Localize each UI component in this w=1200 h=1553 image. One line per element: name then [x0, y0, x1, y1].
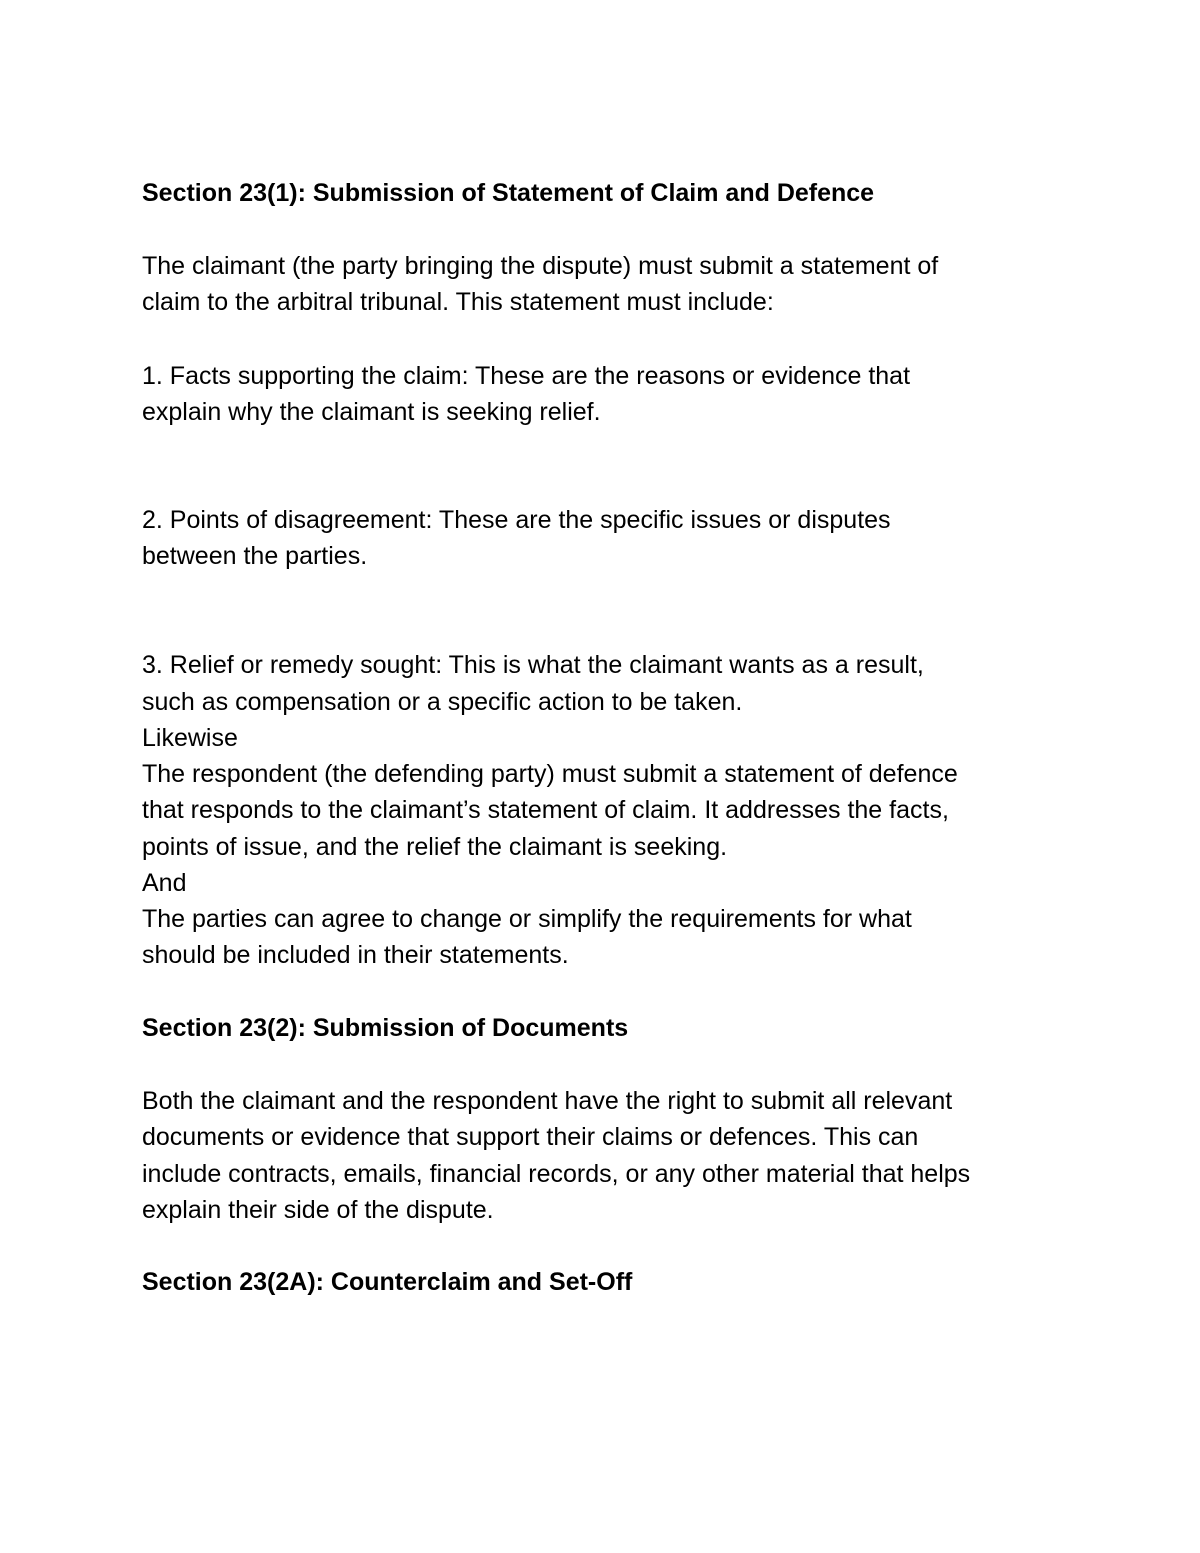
- parties-line-1: The parties can agree to change or simplify the requirements for what: [142, 905, 912, 933]
- section-23-2-heading: Section 23(2): Submission of Documents: [142, 1014, 629, 1042]
- item-3-line-1: 3. Relief or remedy sought: This is what the claimant wants as a result,: [142, 651, 924, 679]
- item-1-line-1: 1. Facts supporting the claim: These are the reasons or evidence that: [142, 362, 911, 390]
- item-1-line-2: explain why the claimant is seeking relief.: [142, 398, 601, 426]
- parties-line-2: should be included in their statements.: [142, 941, 569, 969]
- respondent-line-1: The respondent (the defending party) must submit a statement of defence: [142, 760, 958, 788]
- respondent-line-3: points of issue, and the relief the claimant is seeking.: [142, 833, 728, 861]
- documents-line-4: explain their side of the dispute.: [142, 1196, 494, 1224]
- respondent-line-2: that responds to the claimant’s statement of claim. It addresses the facts,: [142, 796, 949, 824]
- section-23-2a-heading: Section 23(2A): Counterclaim and Set-Off: [142, 1268, 633, 1296]
- and-text: And: [142, 869, 187, 897]
- intro-line-1: The claimant (the party bringing the dispute) must submit a statement of: [142, 252, 939, 280]
- section-23-1-heading: Section 23(1): Submission of Statement of Claim and Defence: [142, 179, 875, 207]
- item-2-line-1: 2. Points of disagreement: These are the specific issues or disputes: [142, 506, 891, 534]
- documents-line-3: include contracts, emails, financial records, or any other material that helps: [142, 1160, 971, 1188]
- item-2-line-2: between the parties.: [142, 542, 368, 570]
- likewise-text: Likewise: [142, 724, 238, 752]
- item-3-line-2: such as compensation or a specific action to be taken.: [142, 688, 743, 716]
- documents-line-2: documents or evidence that support their claims or defences. This can: [142, 1123, 919, 1151]
- intro-line-2: claim to the arbitral tribunal. This statement must include:: [142, 288, 774, 316]
- documents-line-1: Both the claimant and the respondent have the right to submit all relevant: [142, 1087, 953, 1115]
